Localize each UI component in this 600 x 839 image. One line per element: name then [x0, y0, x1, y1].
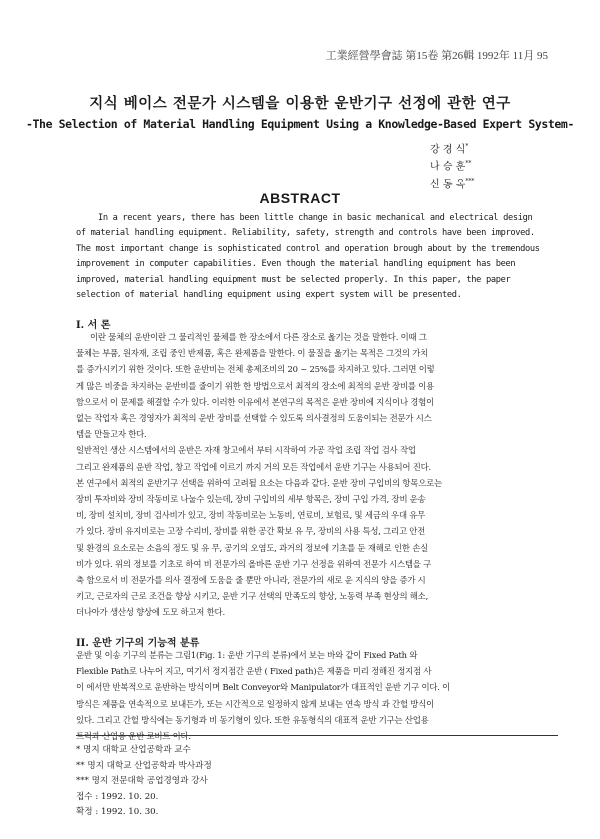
paragraph-line: 그리고 완제품의 운반 작업, 창고 작업에 이르기 까지 거의 모든 작업에서 운반 기구는 사용되어 진다. [76, 461, 432, 472]
paragraph-line: 방식은 제품을 연속적으로 보내든가, 또는 시간적으로 일정하지 않게 보내는 연속 방식 과 간헐 방식이 [76, 698, 434, 709]
paragraph-line: 함으로서 이 문제를 해결할 수가 있다. 이러한 이유에서 본연구의 목적은 운반 장비에 지식이나 경험이 [76, 396, 434, 407]
paragraph-line: 가 있다. 장비 유지비로는 고장 수리비, 장비를 위한 공간 확보 유 무, 장비의 사용 특성, 그리고 안전 [76, 526, 426, 537]
paragraph-line: 물체는 부품, 원자재, 조립 중인 반제품, 혹은 완제품을 말한다. 이 물질을 옮기는 목적은 그것의 가치 [76, 348, 429, 359]
author: 강 경 식* [430, 143, 469, 156]
footnote-divider [76, 735, 558, 736]
paragraph-line: 더나아가 생산성 향상에 도모 하고저 한다. [76, 607, 225, 618]
abstract-line: improvement in computer capabilities. Even though the material handling equipment has been [76, 259, 516, 270]
footnote-received-date: 접수 : 1992. 10. 20. [76, 791, 159, 802]
running-header: 工業經營學會誌 第15卷 第26輯 1992年 11月 95 [325, 50, 548, 62]
title-korean: 지식 베이스 전문가 시스템을 이용한 운반기구 선정에 관한 연구 [89, 95, 511, 112]
section-2-heading: II. 운반 기구의 기능적 분류 [76, 638, 200, 649]
section-2-body [76, 647, 558, 744]
paragraph-line: 축 함으로서 비 전문가를 의사 결정에 도움을 줄 뿐만 아니라, 전문가의 새로 운 지식의 양을 증가 시 [76, 575, 426, 586]
paragraph-line: 본 연구에서 최적의 운반기구 선택을 위하여 고려될 요소는 다음과 같다. 운반 장비 구입비의 항목으로는 [76, 477, 442, 488]
paragraph-line: 장비 투자비와 장비 작동비로 나눌수 있는데, 장비 구입비의 세부 항목은, 장비 구입 가격, 장비 운송 [76, 494, 426, 505]
paragraph-line: 트럭과 산업용 운반 로버트 이다. [76, 731, 191, 742]
abstract-body [76, 211, 540, 303]
section-1-heading: I. 서 론 [76, 320, 111, 331]
section-1-body [76, 329, 558, 621]
paragraph-line: 및 환경의 요소로는 소음의 정도 및 유 무, 공기의 오염도, 과거의 정보에 기초를 둔 재해로 인한 손실 [76, 542, 429, 553]
abstract-line: selection of material handling equipment using expert system will be presented. [76, 290, 462, 301]
paragraph-line: 비가 있다. 위의 정보를 기초로 하여 비 전문가의 올바른 운반 기구 선정을 위하여 전문가 시스템을 구 [76, 558, 432, 569]
paragraph-line: 이 에서만 반복적으로 운반하는 방식이며 Belt Conveyor와 Manipulator가 대표적인 운반 기구 이다. 이 [76, 682, 451, 693]
abstract-line: In a recent years, there has been little change in basic mechanical and electrical design [98, 213, 533, 223]
author: 나 승 훈** [430, 160, 472, 173]
abstract-line: The most important change is sophisticated control and operation brough about by the tremendous [76, 243, 540, 254]
author: 신 동 옥*** [430, 177, 475, 190]
paragraph-line: 없는 작업자 혹은 경영자가 최적의 운반 장비를 선택할 수 있도록 의사결정의 도움이되는 전문가 시스 [76, 413, 432, 424]
paragraph-line: Flexible Path로 나누어 지고, 여기서 정지점간 운반 ( Fixed path)은 제품을 미리 정해진 정지점 사 [76, 666, 432, 677]
paragraph-line: 를 증가시키기 위한 것이다. 또한 운반비는 전체 총제조비의 20 ~ 25%를 차지하고 있다. 그러면 이렇 [76, 364, 435, 375]
footnote: *** 명지 전문대학 공업경영과 강사 [76, 776, 208, 787]
author-list [430, 140, 474, 192]
footnote-accepted-date: 확정 : 1992. 10. 30. [76, 807, 159, 818]
paragraph-line: 비, 장비 설치비, 장비 검사비가 있고, 장비 작동비로는 노동비, 연료비, 보험료, 및 세금의 우대 유무 [76, 510, 426, 521]
title-english: -The Selection of Material Handling Equipment Using a Knowledge-Based Expert System- [26, 117, 574, 131]
abstract-heading: ABSTRACT [259, 190, 341, 206]
paragraph-line: 있다. 그리고 간헐 방식에는 동기형과 비 동기형이 있다. 또한 유동형식의 대표적 운반 기구는 산업용 [76, 714, 429, 725]
paragraph-line: 키고, 근로자의 근로 조건을 향상 시키고, 운반 기구 선택의 만족도의 향상, 노동력 부족 현상의 해소, [76, 591, 429, 602]
footnote: ** 명지 대학교 산업공학과 박사과정 [76, 760, 212, 771]
paragraph-line: 이란 물체의 운반이란 그 물리적인 물체를 한 장소에서 다른 장소로 옮기는 것을 말한다. 이때 그 [90, 332, 427, 342]
paragraph-line: 게 많은 비중을 차지하는 운반비를 줄이기 위한 한 방법으로서 최적의 장소에 최적의 운반 장비를 이용 [76, 380, 434, 391]
paragraph-line: 템을 만들고자 한다. [76, 429, 147, 440]
footnotes [76, 743, 212, 821]
paragraph-line: 운반 및 이송 기구의 분류는 그림1(Fig. 1: 운반 기구의 분류)에서 보는 바와 같이 Fixed Path 와 [76, 650, 418, 660]
abstract-line: of material handling equipment. Reliability, safety, strength and controls have been improved. [76, 228, 535, 239]
footnote: * 명지 대학교 산업공학과 교수 [76, 745, 191, 755]
abstract-line: improved, material handling equipment must be selected properly. In this paper, the paper [76, 274, 511, 285]
paragraph-line: 일반적인 생산 시스템에서의 운반은 자재 창고에서 부터 시작하여 가공 작업 조립 작업 검사 작업 [76, 445, 416, 456]
